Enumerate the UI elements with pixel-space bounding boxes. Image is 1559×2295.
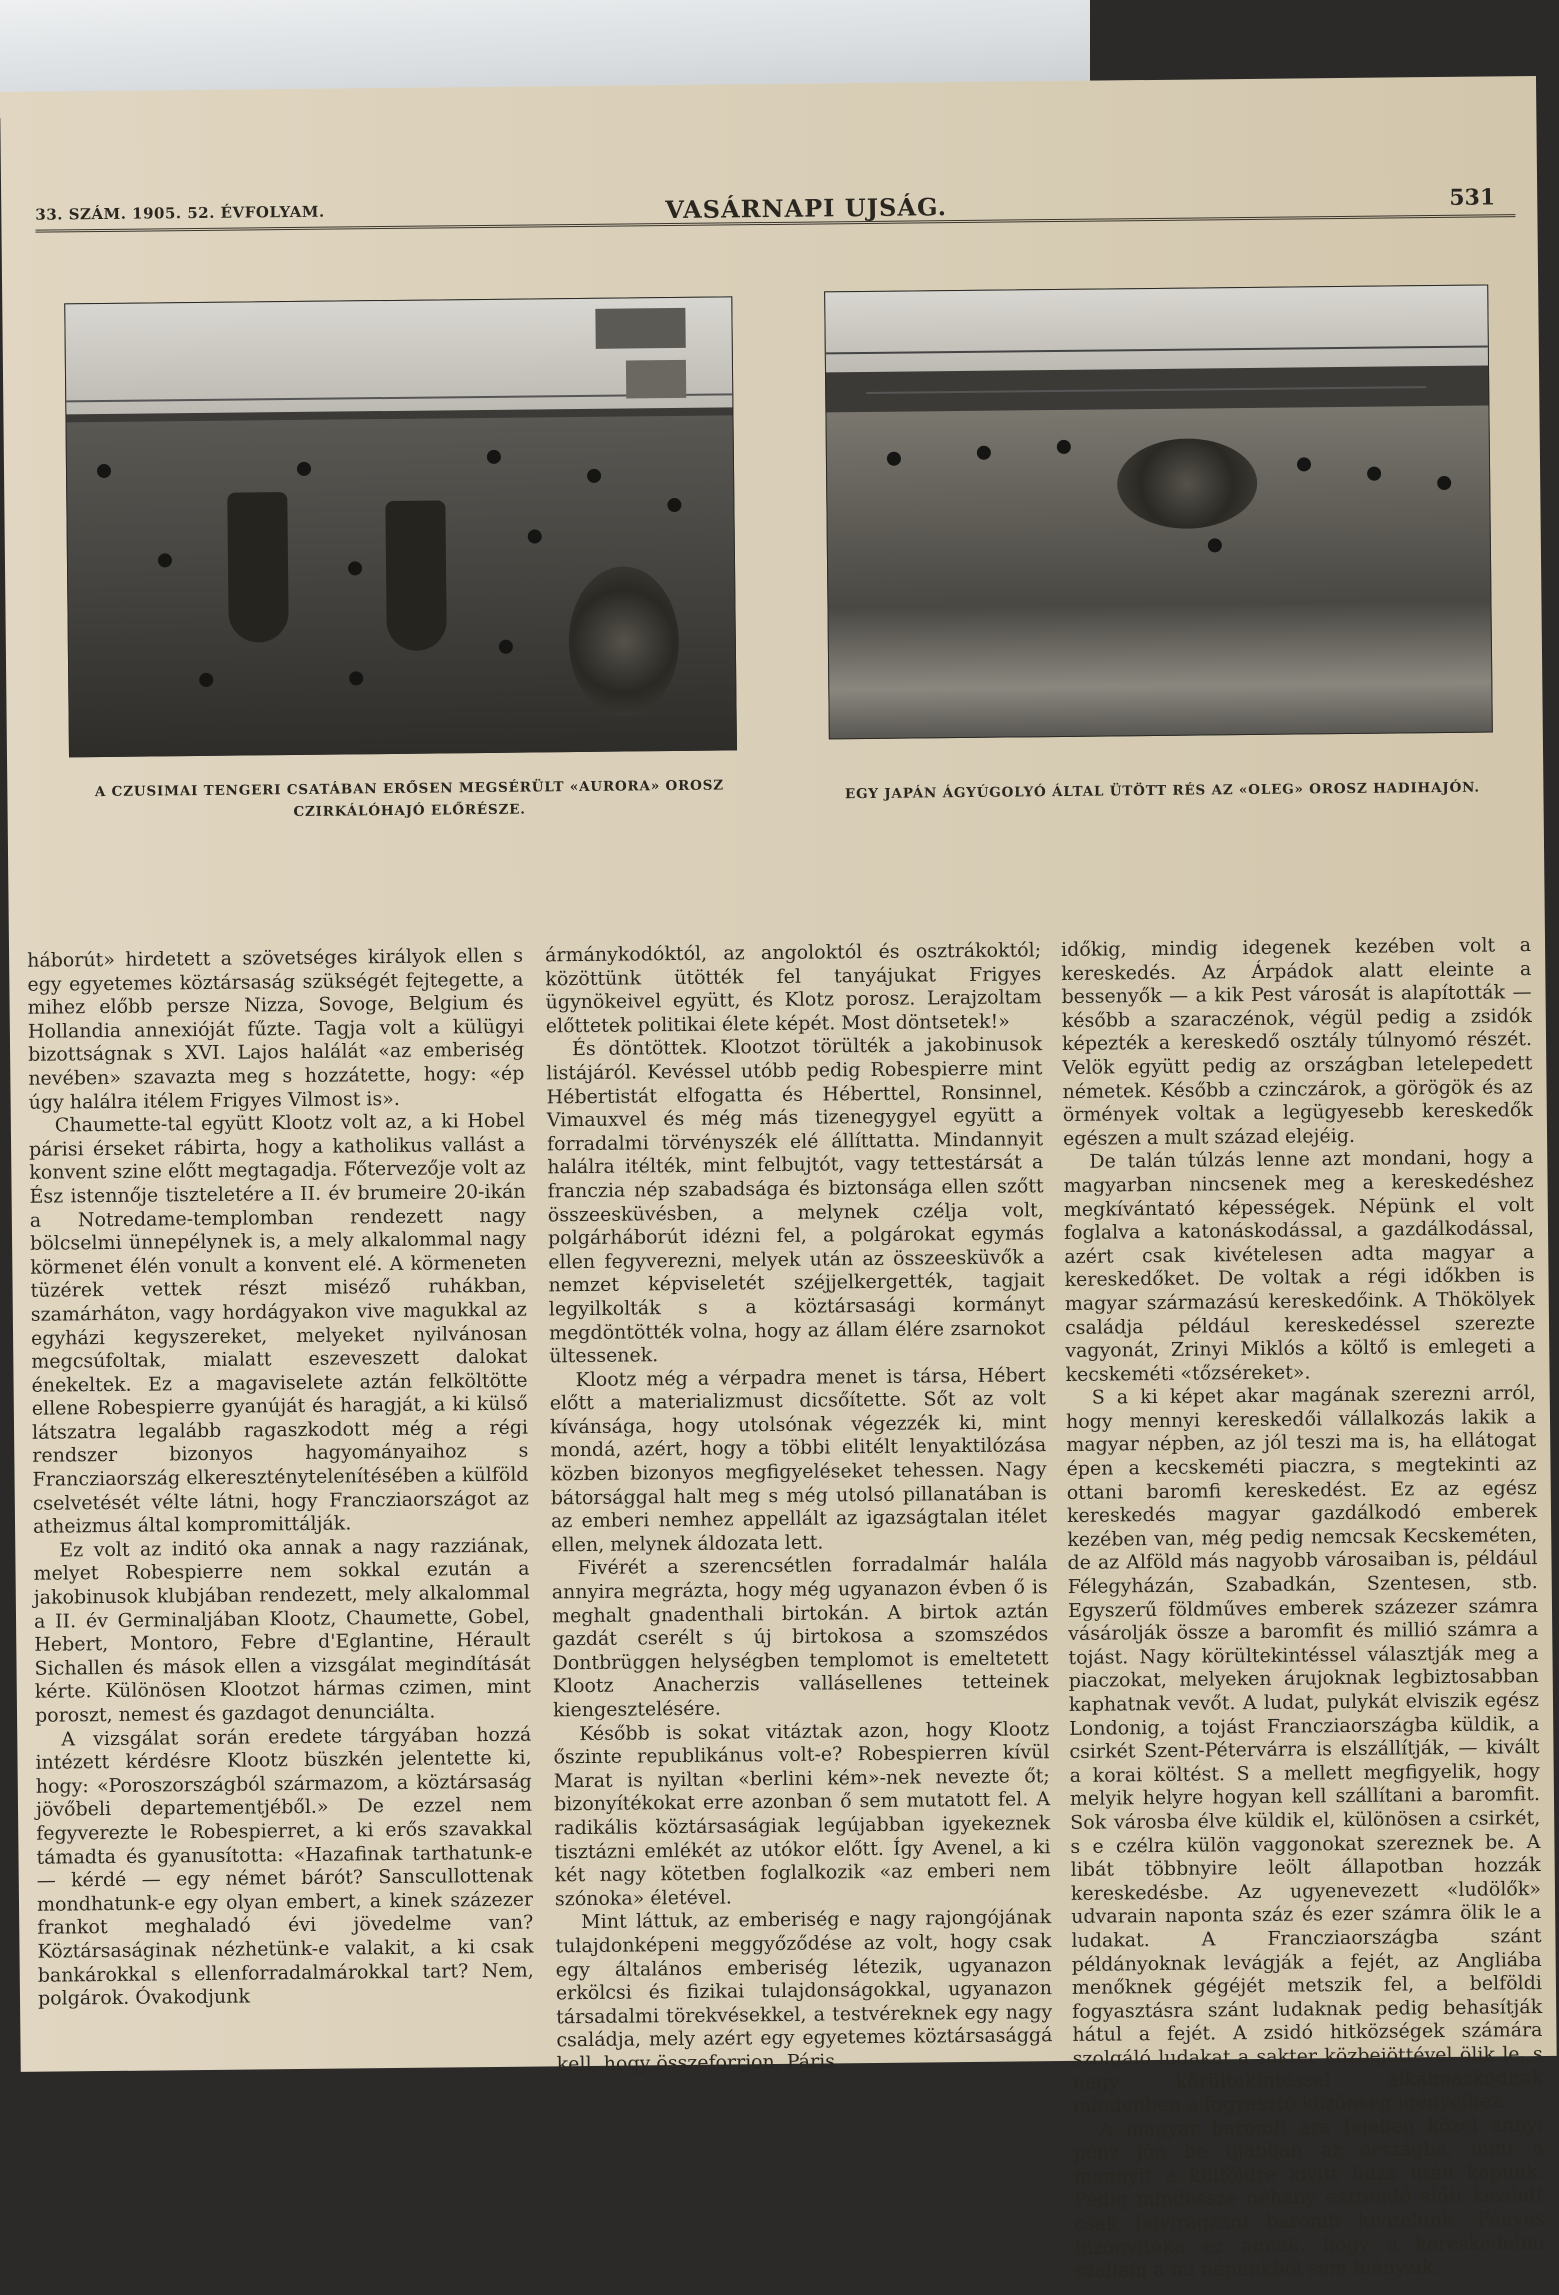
paragraph: Chaumette-tal együtt Klootz volt az, a ki Hobel párisi érseket rábirta, hogy a katholikus vallást a konvent szine előtt megtagadja. Főtervezője volt az Ész istennője tiszteletére a II. év brumeire 20-ikán a Notredame-templomban rendezett nagy bölcselmi ünnepélynek is, a mely alkalommal nagy körmenet élén vonult a konvent elé. A körmeneten tüzérek vettek részt miséző ruhákban, szamárháton, vagy hordágyakon vive magukkal az egyházi kegyszereket, melyeket nyilvánosan megcsúfoltak, mialatt eszeveszett dalokat énekeltek. Ez a magaviselete aztán felköltötte ellene Robespierre gyanúját és haragját, a ki külső látszatra legalább ragaszkodott még a régi rendszer bizonyos hagyományaihoz s Francziaország elkereszténytelenítésében a külföld cselvetését vélte látni, hogy Francziaországot az atheizmus által kompromittálják. — [29, 1109, 529, 1539]
paragraph: időkig, mindig idegenek kezében volt a kereskedés. Az Árpádok alatt eleinte a bessenyők — a kik Pest városát is alapították — később a szaraczénok, végül pedig a zsidók képezték a kereskedő osztály túlnyomó részét. Velök együtt pedig az országban letelepedett németek. Később a czinczárok, a görögök és az örmények voltak a legügyesebb kereskedők egészen a mult század elejéig. — [1060, 934, 1533, 1150]
caption-line: A CZUSIMAI TENGERI CSATÁBAN ERŐSEN MEGSÉRÜLT «AURORA» OROSZ — [94, 777, 724, 801]
paragraph: A vizsgálat során eredete tárgyában hozzá intézett kérdésre Klootz büszkén jelentette ki, hogy: «Poroszországból származom, a köztársaság jövőbeli departementjéből.» De ezzel nem fegyverezte le Robespierret, a ki erős szavakkal támadta és gyanusította: «Hazafinak tarthatunk-e — kérdé — egy német bárót? Sanscullottenak mondhatunk-e egy olyan embert, a kinek százezer frankot meghaladó évi jövedelme van? Köztársaságinak nézhetünk-e valakit, a ki csak bankárokkal s ellenforradalmárokkal tart? Nem, polgárok. Óvakodjunk — [35, 1723, 534, 2010]
paragraph: A magyar baromfi ára fejében közel annyi pénz jön be ujabban az országba, mint a mennyit a külföldre kivitt búza után kapunk. Pedig mindössze néhány esztendő előtt kezdett csak felvirágzani baromfi kivitelünk. Fényes bizonyítéka ez annak, hogy a kereskedelmi szellem a mi népünkből sem hiányzik. — [1073, 2113, 1545, 2283]
paragraph: háborút» hirdetett a szövetséges királyok ellen s egy egyetemes köztársaság szükségét fejtegette, a mihez előbb persze Nizza, Sovoge, Belgium és Hollandia annexióját fűzte. Tagja volt a külügyi bizottságnak s XVI. Lajos halálát «az emberiség nevében» szavazta meg s hozzátette, hogy: «ép úgy halálra itélem Frigyes Vilmost is». — [27, 944, 525, 1114]
text-column-2 — [545, 939, 1053, 2074]
text-column-3 — [1060, 934, 1545, 2283]
photo-aurora-bow — [64, 296, 737, 757]
paragraph: Fivérét a szerencsétlen forradalmár halála annyira megrázta, hogy még ugyanazon évben ő is meghalt gnadenthali birtokán. A birtok aztán gazdát cserélt s új birtokosa a szomszédos Dontbrüggen helységben templomot is emeltetett Klootz Anacherzis vallásellenes tetteinek kiengesztelésére. — [551, 1552, 1049, 1722]
page-number: 531 — [1449, 184, 1496, 211]
paragraph: Később is sokat vitáztak azon, hogy Klootz őszinte republikánus volt-e? Robespierren kívül Marat is nyiltan «berlini kém»-nek nevezte őt; bizonyítékokat erre azonban ő sem mutatott fel. A radikális köztársaságiak legújabban igyekeznek tisztázni emlékét az utókor előtt. Így Avenel, a ki két nagy kötetben foglalkozik «az emberi nem szónoka» életével. — [553, 1717, 1051, 1911]
photo-oleg-damage — [824, 284, 1493, 739]
paragraph: Ez volt az inditó oka annak a nagy razziának, melyet Robespierre nem sokkal ezután a jakobinusok klubjában rendezett, mely alkalommal a II. év Germinaljában Klootz, Chaumette, Gobel, Hebert, Montoro, Febre d'Eglantine, Hérault Sichallen és mások ellen a vizsgálat megindítását kérte. Különösen Klootzot hármas czimen, mint poroszt, nemest és gazdagot denunciálta. — [33, 1534, 531, 1727]
page-header — [35, 184, 1515, 232]
issue-info: 33. SZÁM. 1905. 52. ÉVFOLYAM. — [35, 202, 325, 224]
caption-line: EGY JAPÁN ÁGYÚGOLYÓ ÁLTAL ÜTÖTT RÉS AZ «OLEG» OROSZ HADIHAJÓN. — [844, 779, 1480, 803]
newspaper-title: VASÁRNAPI UJSÁG. — [665, 192, 948, 225]
newspaper-page — [0, 76, 1557, 2283]
paragraph: S a ki képet akar magának szerezni arról, hogy mennyi kereskedői vállalkozás lakik a magyar népben, az jól teszi ma is, ha ellátogat épen a kecskeméti piaczra, s megtekinti az ottani baromfi kereskedést. Ez az egész kereskedés magyar gazdálkodó emberek kezében van, még pedig nemcsak Kecskeméten, de az Alföld más nagyobb városaiban is, például Félegyházán, Szabadkán, Szentesen, stb. Egyszerű földműves emberek százezer számra vásárolják össze a baromfit és millió számra a tojást. Nagy körültekintéssel választják meg a piaczokat, melyeken árujoknak legbiztosabban kaphatnak vevőt. A ludat, pulykát elviszik egész Londonig, a tojást Francziaországba küldik, a csirkét Szent-Pétervárra is elszállítják, — kivált a korai költést. S a mellett megfigyelik, hogy melyik helyre hogyan kell szállítani a baromfit. Sok városba élve küldik el, különösen a csirkét, s e czélra külön vaggonokat szereznek be. A libát többnyire leölt állapotban hozzák kereskedésbe. Az ugyenevezett «ludölők» udvarain naponta száz és ezer számra ölik le a ludakat. A Francziaországba szánt példányoknak levágják a fejét, az Angliába menőknek gégéjét metszik fel, a belföldi fogyasztásra szánt ludaknak pedig behasítják hátul a fejét. A zsidó hitközségek számára szolgáló ludakat a sakter közbejöttével ölik le, s nagy körültekintéssel alkalmazkodnak mindenben a fogyasztó közönség igényeihez. — [1065, 1382, 1544, 2118]
figure-caption-aurora — [69, 774, 749, 825]
figure-caption-oleg — [817, 776, 1507, 805]
paragraph: De talán túlzás lenne azt mondani, hogy a magyarban nincsenek meg a kereskedéshez megkívántató képességek. Népünk el volt foglalva a katonáskodással, a gazdálkodással, azért csak kivételesen adta magyar a kereskedőket. De voltak a régi időkben is magyar származású kereskedőink. A Thökölyek családja például kereskedéssel szerezte vagyonát, Zrinyi Miklós a költő is emlegeti a kecskeméti «tőzséreket». — [1063, 1146, 1536, 1386]
text-column-1 — [27, 945, 535, 2080]
paragraph: És döntöttek. Klootzot törülték a jakobinusok listájáról. Kevéssel utóbb pedig Robespierre mint Hébertistát elfogatta és Héberttel, Ronsinnel, Vimauxvel és még más tizenegygyel együtt a forradalmi törvényszék elé állíttatta. Mindannyit halálra itélték, mint felbujtót, vagy tettestársát a franczia nép szabadsága és biztonsága ellen szőtt összeesküvésben, a melynek czélja volt, polgárháborút idézni fel, a polgárokat egymás ellen fegyverezni, melyek után az összeesküvők a nemzet képviseletét széjjelkergették, tagjait legyilkolták s a köztársasági kormányt megdöntötték volna, hogy az állam élére zsarnokot ültessenek. — [546, 1033, 1046, 1368]
caption-line: CZIRKÁLÓHAJÓ ELŐRÉSZE. — [293, 801, 526, 821]
paragraph: ármánykodóktól, az angoloktól és osztrákoktól; közöttünk ütötték fel tanyájukat Frigyes ügynökeivel együtt, és Klotz porosz. Lerajzoltam előttetek politikai élete képét. Most döntsetek!» — [544, 939, 1042, 1038]
paragraph: Mint láttuk, az emberiség e nagy rajongójának tulajdonképeni meggyőződése az volt, hogy csak egy általános emberiség létezik, ugyanazon erkölcsi és fizikai tulajdonságokkal, ugyanazon társadalmi törekvésekkel, a testvéreknek egy nagy családja, mely azért egy egyetemes köztársasággá kell, hogy összeforrjon. Páris — [555, 1906, 1053, 2076]
paragraph: Klootz még a vérpadra menet is társa, Hébert előtt a materializmust dicsőítette. Sőt az volt kívánsága, hogy utolsónak végezzék ki, mint mondá, azért, hogy a többi elitélt lenyaktilózása közben bizonyos megfigyeléseket tehessen. Nagy bátorsággal halt meg s még utolsó pillanatában is az emberi nemhez appellált az igazságtalan itélet ellen, melynek áldozata lett. — [549, 1363, 1048, 1557]
